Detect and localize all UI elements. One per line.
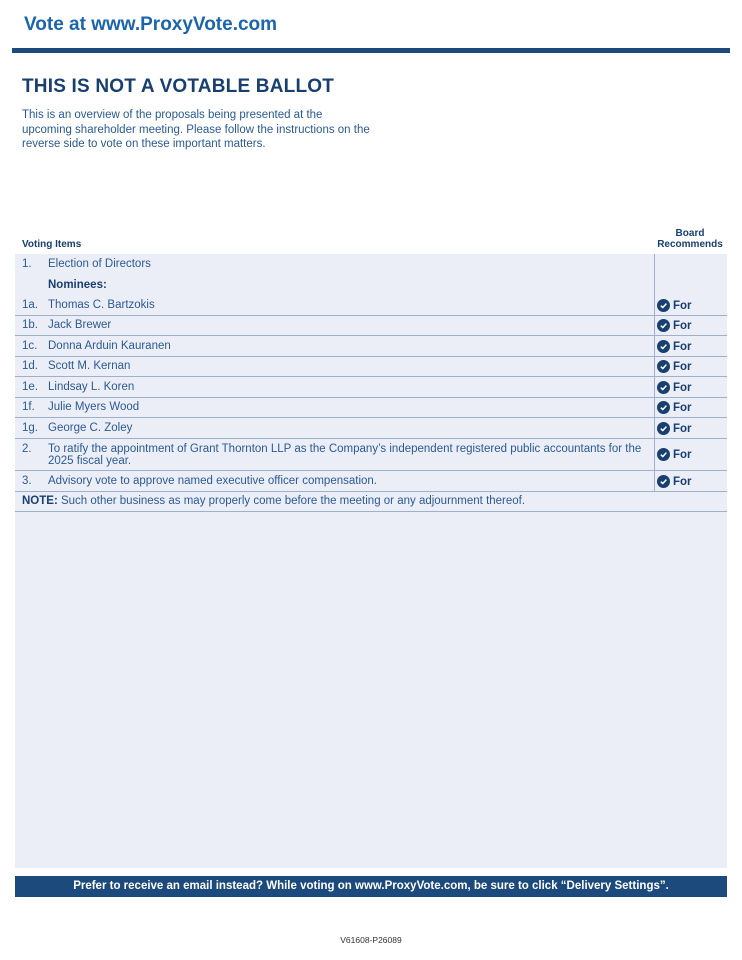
note-label: NOTE: [22, 495, 58, 507]
recommendation-text: For [673, 381, 692, 394]
board-recommendation [657, 340, 692, 353]
check-circle-icon [657, 381, 670, 394]
note-text: Such other business as may properly come before the meeting or any adjournment thereof. [57, 495, 526, 507]
item-number: 1g. [22, 422, 38, 434]
proxyvote-url-heading: Vote at www.ProxyVote.com [24, 14, 278, 35]
recommendation-text: For [673, 299, 692, 312]
item-label: Julie Myers Wood [48, 401, 140, 413]
item-number: 1c. [22, 340, 38, 352]
document-code: V61608-P26089 [340, 935, 402, 945]
row-divider [15, 315, 727, 316]
voting-items-header: Voting Items [22, 239, 82, 250]
note [22, 495, 525, 507]
item-label: George C. Zoley [48, 422, 133, 434]
intro-text: This is an overview of the proposals being presented at the upcoming shareholder meeting. Please follow the instructions on the reverse side to vote on these important matters. [22, 109, 370, 150]
item-number: 1. [22, 258, 32, 270]
board-recommendation [657, 299, 692, 312]
recommendation-text: For [673, 401, 692, 414]
check-circle-icon [657, 475, 670, 488]
board-recommendation [657, 448, 692, 461]
board-recommends-header: Board Recommends [657, 228, 723, 250]
check-circle-icon [657, 299, 670, 312]
item-number: 1e. [22, 381, 38, 393]
check-circle-icon [657, 340, 670, 353]
delivery-settings-banner: Prefer to receive an email instead? While voting on www.ProxyVote.com, be sure to click “Delivery Settings”. [15, 876, 727, 897]
nominees-label: Nominees: [48, 279, 107, 291]
recommendation-text: For [673, 340, 692, 353]
board-recommendation [657, 319, 692, 332]
row-divider [15, 376, 727, 377]
row-divider [15, 417, 727, 418]
check-circle-icon [657, 448, 670, 461]
item-label: To ratify the appointment of Grant Thornton LLP as the Company’s independent registered public accountants for the 2025 fiscal year. [48, 443, 642, 467]
check-circle-icon [657, 422, 670, 435]
item-label: Donna Arduin Kauranen [48, 340, 171, 352]
item-number: 1a. [22, 299, 38, 311]
item-number: 1b. [22, 319, 38, 331]
recommendation-text: For [673, 475, 692, 488]
board-recommendation [657, 475, 692, 488]
item-label: Election of Directors [48, 258, 151, 270]
item-number: 2. [22, 443, 32, 455]
board-recommendation [657, 381, 692, 394]
board-recommendation [657, 401, 692, 414]
item-number: 1f. [22, 401, 35, 413]
recommendation-text: For [673, 360, 692, 373]
item-label: Scott M. Kernan [48, 360, 131, 372]
row-divider [15, 470, 727, 471]
item-number: 1d. [22, 360, 38, 372]
note-divider [15, 511, 727, 512]
check-circle-icon [657, 319, 670, 332]
row-divider [15, 356, 727, 357]
recommendation-text: For [673, 319, 692, 332]
ballot-title: THIS IS NOT A VOTABLE BALLOT [22, 76, 335, 97]
item-label: Advisory vote to approve named executive officer compensation. [48, 475, 377, 487]
item-label: Thomas C. Bartzokis [48, 299, 155, 311]
check-circle-icon [657, 360, 670, 373]
row-divider [15, 335, 727, 336]
header-rule [12, 48, 730, 53]
check-circle-icon [657, 401, 670, 414]
item-label: Lindsay L. Koren [48, 381, 135, 393]
recommendation-text: For [673, 448, 692, 461]
row-divider [15, 438, 727, 439]
board-recommendation [657, 360, 692, 373]
board-recommendation [657, 422, 692, 435]
recommendation-text: For [673, 422, 692, 435]
item-label: Jack Brewer [48, 319, 112, 331]
row-divider [15, 397, 727, 398]
recommend-column-divider [654, 254, 655, 492]
row-divider [15, 491, 727, 492]
item-number: 3. [22, 475, 32, 487]
